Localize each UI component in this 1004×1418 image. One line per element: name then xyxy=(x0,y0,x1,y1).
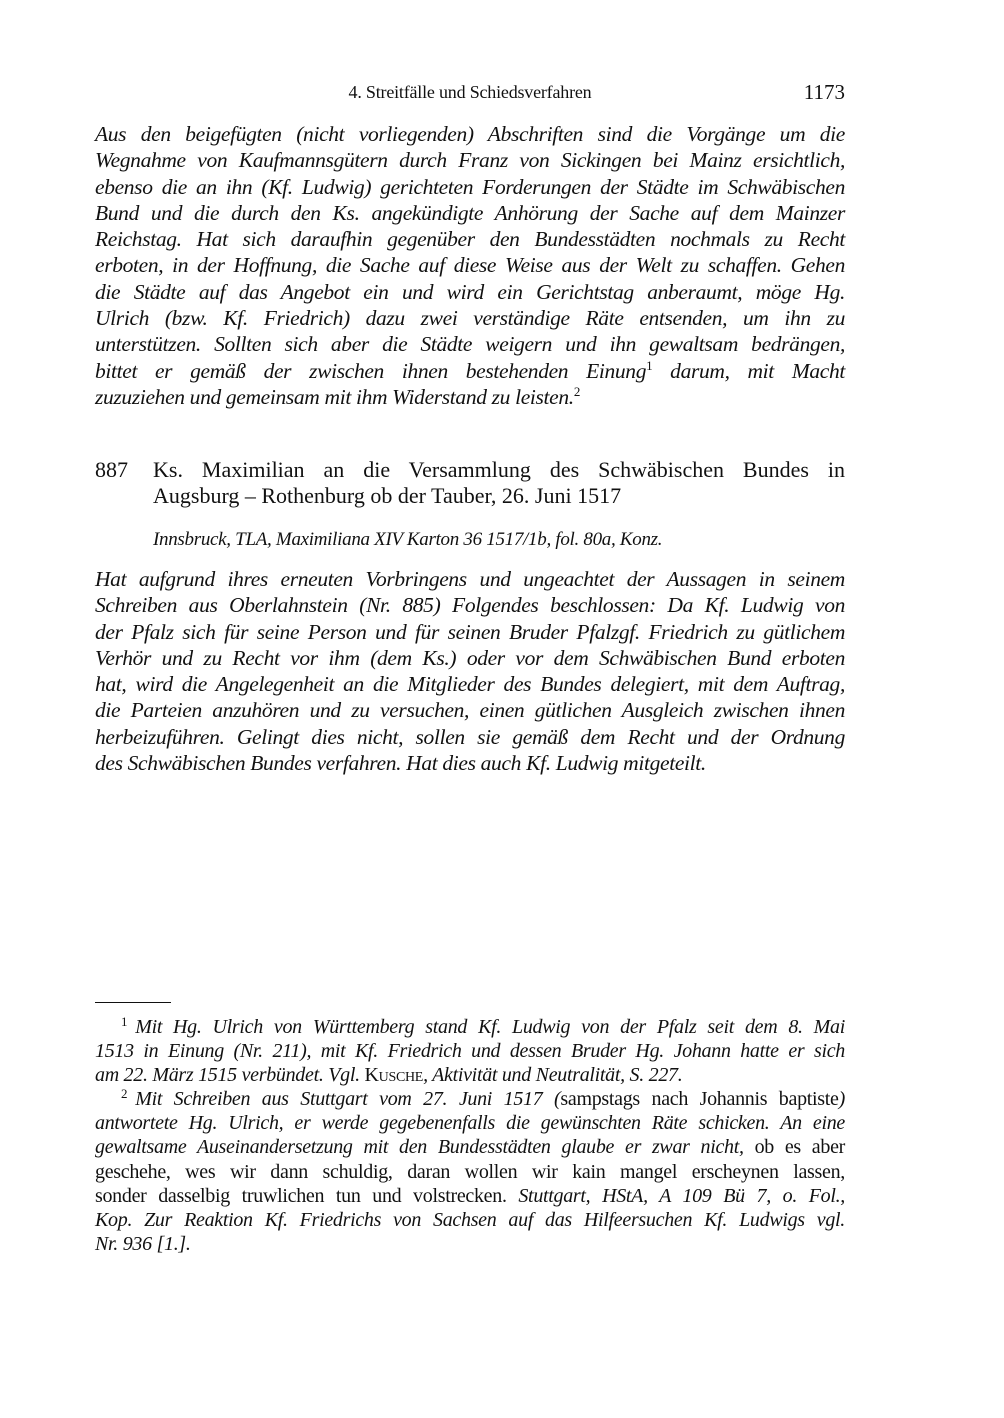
regest-line: herbeizuführen. Gelingt dies nicht, sollen sie gemäß dem Recht und der Ordnung xyxy=(95,724,845,749)
source-quote: sampstags nach Johannis baptiste xyxy=(560,1088,839,1110)
archival-source: Innsbruck, TLA, Maximiliana XIV Karton 36 1517/1b, fol. 80a, Konz. xyxy=(153,529,663,550)
regest-text: darum, mit Macht xyxy=(652,358,846,383)
document-title xyxy=(153,457,845,509)
regest-line xyxy=(95,358,845,384)
footnote-line: geschehe, wes wir dann schuldig, daran wollen wir kain mangel erscheynen lassen, xyxy=(95,1160,845,1183)
source-quote: ob es aber xyxy=(743,1136,846,1159)
footnote-line: 1513 in Einung (Nr. 211), mit Kf. Friedrich und dessen Bruder Hg. Johann hatte er sich xyxy=(95,1040,845,1063)
regest-line: Hat aufgrund ihres erneuten Vorbringens und ungeachtet der Aussagen in seinem xyxy=(95,567,845,591)
regest-line: Verhör und zu Recht vor ihm (dem Ks.) oder vor dem Schwäbischen Bund erboten xyxy=(95,645,845,670)
regest-line: ebenso die an ihn (Kf. Ludwig) gerichteten Forderungen der Städte im Schwäbischen xyxy=(95,174,845,199)
regest-line: Bund und die durch den Ks. angekündigte Anhörung der Sache auf dem Mainzer xyxy=(95,200,845,225)
regest-line: Reichstag. Hat sich daraufhin gegenüber den Bundesstädten nochmals zu Recht xyxy=(95,227,845,252)
previous-regest xyxy=(95,121,845,410)
footnote-text: ) xyxy=(838,1088,845,1110)
regest-line: Ulrich (bzw. Kf. Friedrich) dazu zwei verständige Räte entsenden, um ihn zu xyxy=(95,306,845,331)
regest-line: Wegnahme von Kaufmannsgütern durch Franz von Sickingen bei Mainz ersichtlich, xyxy=(95,148,845,173)
footnote-line: Nr. 936 [1.]. xyxy=(95,1233,191,1256)
regest-line: Aus den beigefügten (nicht vorliegenden) Abschriften sind die Vorgänge um die xyxy=(95,122,845,146)
regest-text: bittet er gemäß der zwischen ihnen bestehenden Einung xyxy=(95,358,647,383)
regest-line: die Städte auf das Angebot ein und wird ein Gerichtstag anberaumt, möge Hg. xyxy=(95,279,845,304)
regest-line: hat, wird die Angelegenheit an die Mitglieder des Bundes delegiert, mit dem Auftrag, xyxy=(95,672,845,697)
footnote-2 xyxy=(95,1082,845,1256)
source-quote: sonder dasselbig truwlichen tun und volstrecken. xyxy=(95,1184,519,1207)
footnote-text: gewaltsame Auseinandersetzung mit den Bundesstädten glaube er zwar nicht, xyxy=(95,1136,744,1159)
regest-line xyxy=(95,384,845,410)
regest-line: die Parteien anzuhören und zu versuchen, einen gütlichen Ausgleich zwischen ihnen xyxy=(95,698,845,723)
document-number: 887 xyxy=(95,457,128,482)
regest-line: unterstützen. Sollten sich aber die Städte weigern und ihn gewaltsam bedrängen, xyxy=(95,332,845,357)
footnote-text: Stuttgart, HStA, A 109 Bü 7, o. Fol., xyxy=(518,1184,845,1207)
footnote-text: Mit Schreiben aus Stuttgart vom 27. Juni 1517 ( xyxy=(135,1088,561,1110)
footnote-line xyxy=(95,1184,845,1208)
regest-line: erboten, in der Hoffnung, die Sache auf diese Weise aus der Welt zu schaffen. Gehen xyxy=(95,253,845,278)
footnote-line xyxy=(95,1082,845,1111)
title-line: Ks. Maximilian an die Versammlung des Schwäbischen Bundes in xyxy=(153,457,845,482)
footnote-line xyxy=(95,1010,845,1039)
document-regest xyxy=(95,566,845,776)
footnote-line: antwortete Hg. Ulrich, er werde gegebenenfalls die gewünschten Räte schicken. An eine xyxy=(95,1112,845,1135)
footnote-text: am 22. März 1515 verbündet. Vgl. xyxy=(95,1064,365,1087)
page-number: 1173 xyxy=(803,80,845,104)
footnote-divider xyxy=(95,1002,171,1003)
running-head xyxy=(95,80,845,106)
footnote-text: Mit Hg. Ulrich von Württemberg stand Kf. Ludwig von der Pfalz seit dem 8. Mai xyxy=(135,1016,845,1038)
footnote-text: , Aktivität und Neutralität, S. 227. xyxy=(423,1064,683,1087)
author-name: Kusche xyxy=(364,1064,424,1087)
regest-text: zuzuziehen und gemeinsam mit ihm Widerstand zu leisten. xyxy=(95,384,574,409)
running-title: 4. Streitfälle und Schiedsverfahren xyxy=(348,82,592,102)
footnote-line xyxy=(95,1135,845,1159)
footnote-ref-2[interactable]: 2 xyxy=(573,383,580,399)
footnote-mark: 1 xyxy=(121,1014,128,1029)
regest-line: des Schwäbischen Bundes verfahren. Hat dies auch Kf. Ludwig mitgeteilt. xyxy=(95,751,706,776)
title-line: Augsburg – Rothenburg ob der Tauber, 26. Juni 1517 xyxy=(153,483,622,508)
footnote-ref-1[interactable]: 1 xyxy=(646,357,653,373)
regest-line: der Pfalz sich für seine Person und für seinen Bruder Pfalzgf. Friedrich zu gütlichem xyxy=(95,619,845,644)
regest-line: Schreiben aus Oberlahnstein (Nr. 885) Folgendes beschlossen: Da Kf. Ludwig von xyxy=(95,593,845,618)
footnote-mark: 2 xyxy=(121,1086,128,1101)
footnote-1 xyxy=(95,1010,845,1088)
footnote-line: Kop. Zur Reaktion Kf. Friedrichs von Sachsen auf das Hilfeersuchen Kf. Ludwigs vgl. xyxy=(95,1209,845,1232)
